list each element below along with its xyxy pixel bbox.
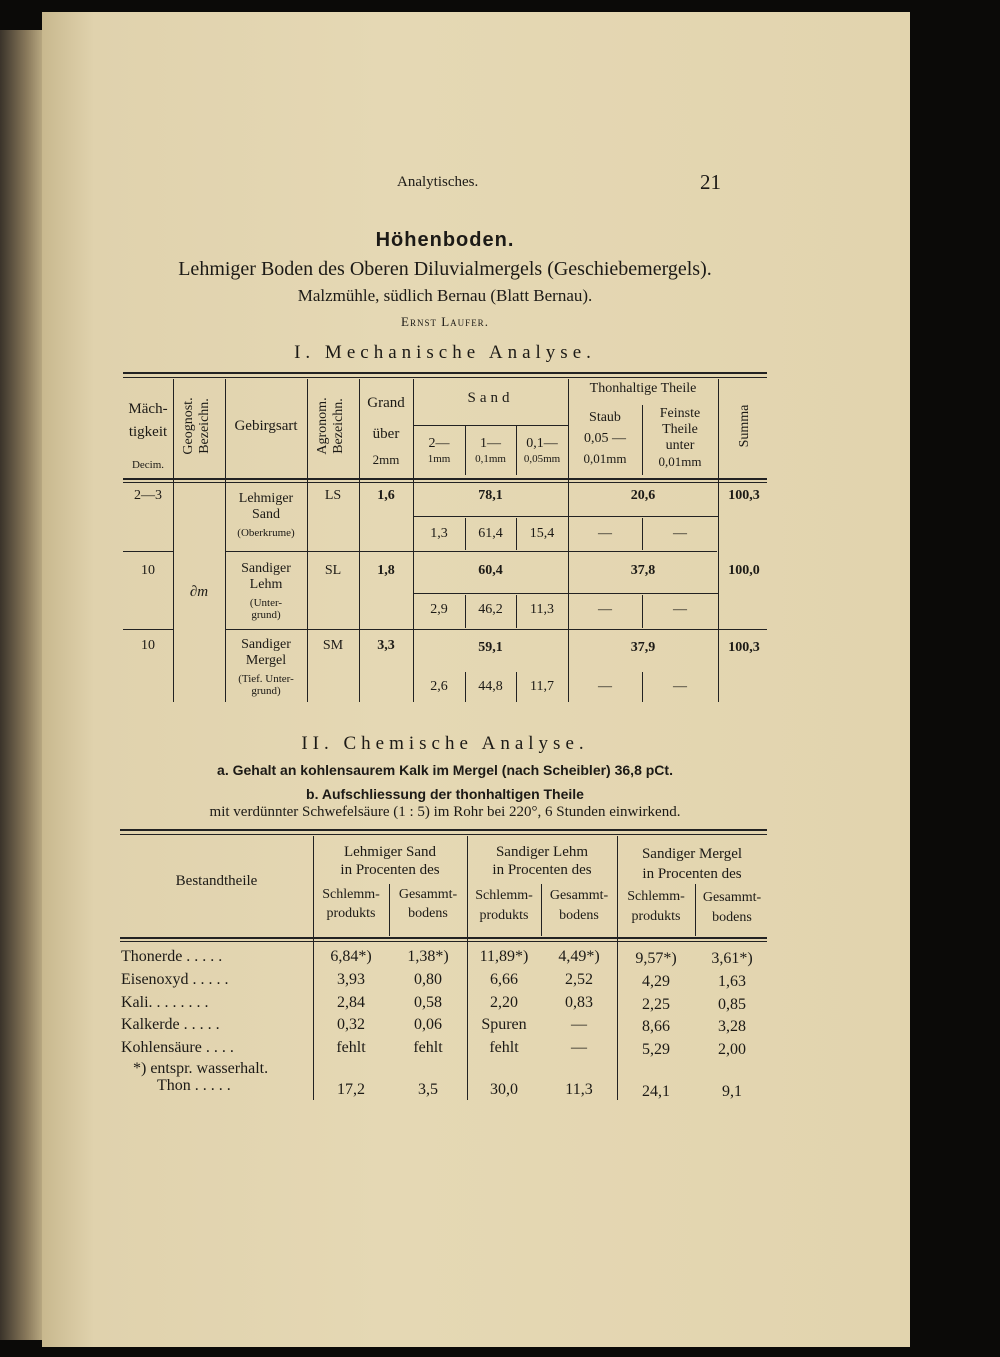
group3-subtitle: in Procenten des xyxy=(642,866,742,882)
sub-schlemm-1: Schlemm- xyxy=(322,887,380,902)
chem-cell: 9,57*) xyxy=(635,950,677,967)
line-a: a. Gehalt an kohlensaurem Kalk im Mergel (nach Scheibler) 36,8 pCt. xyxy=(217,762,673,778)
row1-summa: 100,3 xyxy=(728,488,760,503)
thon-footnote-label: *) entspr. wasserhalt. xyxy=(133,1060,269,1077)
page-number: 21 xyxy=(700,170,721,194)
chem-cell: 4,29 xyxy=(642,973,670,990)
chem-cell: 2,52 xyxy=(565,971,593,988)
header-feinste-4: 0,01mm xyxy=(658,454,702,469)
row2-sand-3: 11,3 xyxy=(530,602,554,617)
group1-title: Lehmiger Sand xyxy=(343,844,437,860)
thon-cell: 3,5 xyxy=(418,1081,438,1098)
chem-cell: 5,29 xyxy=(642,1041,670,1058)
header-005mm: 0,05mm xyxy=(523,453,561,465)
row3-sand-1: 2,6 xyxy=(430,679,448,694)
chem-cell: 2,84 xyxy=(337,994,365,1011)
header-decim: Decim. xyxy=(131,459,165,471)
row1-sand-1: 1,3 xyxy=(430,526,448,541)
row3-rock-4: grund) xyxy=(251,685,281,697)
row1-rock-2: Sand xyxy=(252,507,280,522)
chem-cell: 0,80 xyxy=(414,971,442,988)
thon-cell: 30,0 xyxy=(490,1081,518,1098)
chem-cell: Spuren xyxy=(481,1016,527,1033)
row1-depth: 2—3 xyxy=(134,488,162,503)
header-grand: Grand xyxy=(367,395,405,411)
row2-agronom: SL xyxy=(324,563,342,578)
sub-bodens-2: bodens xyxy=(559,908,599,923)
header-feinste-3: unter xyxy=(665,438,695,453)
header-geognost: Geognost. xyxy=(181,397,196,455)
thon-cell: 11,3 xyxy=(565,1081,593,1098)
row2-rock-1: Sandiger xyxy=(241,561,291,576)
header-agronom-2: Bezeichn. xyxy=(331,398,346,454)
header-staub-2: 0,05 — xyxy=(584,431,626,446)
header-gebirgsart: Gebirgsart xyxy=(234,418,298,434)
row1-staub: — xyxy=(598,526,612,541)
row2-rock-4: grund) xyxy=(251,609,281,621)
row1-feinste: — xyxy=(673,526,687,541)
group2-title: Sandiger Lehm xyxy=(495,844,589,860)
chem-cell: 4,49*) xyxy=(558,948,600,965)
header-thonhaltige-theile: Thonhaltige Theile xyxy=(589,381,697,396)
thon-cell: 9,1 xyxy=(722,1083,742,1100)
row1-agronom: LS xyxy=(324,488,342,503)
chem-cell: 8,66 xyxy=(642,1018,670,1035)
subtitle: Lehmiger Boden des Oberen Diluvialmergels (Geschiebemergels). xyxy=(178,258,712,280)
chem-cell: 2,25 xyxy=(642,996,670,1013)
row3-sand-2: 44,8 xyxy=(478,679,503,694)
group2-subtitle: in Procenten des xyxy=(492,862,592,878)
header-sand-01-005: 0,1— xyxy=(526,436,558,451)
chem-cell: 0,83 xyxy=(565,994,593,1011)
row2-rock-3: (Unter- xyxy=(249,597,283,609)
header-bestandtheile: Bestandtheile xyxy=(175,873,258,889)
page-heading: Höhenboden. xyxy=(375,229,515,251)
thon-cell: 17,2 xyxy=(337,1081,365,1098)
header-staub-3: 0,01mm xyxy=(583,451,627,466)
chem-row-label: Kohlensäure . . . . xyxy=(121,1039,234,1056)
chem-cell: 0,32 xyxy=(337,1016,365,1033)
row2-grand: 1,8 xyxy=(377,563,395,578)
row2-rock-2: Lehm xyxy=(249,577,283,592)
group3-title: Sandiger Mergel xyxy=(641,846,743,862)
sub-produkts-2: produkts xyxy=(479,908,529,923)
row3-rock-2: Mergel xyxy=(245,653,287,668)
row3-grand: 3,3 xyxy=(377,638,395,653)
sub-produkts-3: produkts xyxy=(631,909,681,924)
header-staub: Staub xyxy=(589,410,621,425)
sub-produkts-1: produkts xyxy=(326,906,376,921)
chem-cell: 6,66 xyxy=(490,971,518,988)
chem-cell: 3,28 xyxy=(718,1018,746,1035)
row1-rock-1: Lehmiger xyxy=(238,491,294,506)
chem-row-label: Thonerde . . . . . xyxy=(121,948,223,965)
section-chemical-title: II. Chemische Analyse. xyxy=(301,733,589,754)
row3-rock-3: (Tief. Unter- xyxy=(238,673,294,685)
chem-cell: 3,61*) xyxy=(711,950,753,967)
header-1mm: 1mm xyxy=(427,453,451,465)
row1-thon-total: 20,6 xyxy=(630,488,656,503)
header-maechtigkeit-2: tigkeit xyxy=(128,424,168,440)
row3-feinste: — xyxy=(673,679,687,694)
chem-cell: 0,58 xyxy=(414,994,442,1011)
row3-thon-total: 37,9 xyxy=(630,640,656,655)
sub-schlemm-2: Schlemm- xyxy=(475,888,533,903)
group1-subtitle: in Procenten des xyxy=(340,862,440,878)
row3-sand-total: 59,1 xyxy=(478,640,503,655)
chem-row-label: Eisenoxyd . . . . . xyxy=(121,971,229,988)
chem-cell: 0,85 xyxy=(718,996,746,1013)
sub-gesammt-1: Gesammt- xyxy=(398,887,458,902)
header-01mm: 0,1mm xyxy=(475,453,506,465)
line-b-2: mit verdünnter Schwefelsäure (1 : 5) im Rohr bei 220°, 6 Stunden einwirkend. xyxy=(209,804,681,820)
row2-sand-total: 60,4 xyxy=(478,563,503,578)
chem-cell: 1,63 xyxy=(718,973,746,990)
row3-staub: — xyxy=(598,679,612,694)
line-b: b. Aufschliessung der thonhaltigen Theile xyxy=(306,786,584,802)
row1-sand-total: 78,1 xyxy=(478,488,503,503)
row1-sand-2: 61,4 xyxy=(478,526,503,541)
chem-cell: — xyxy=(571,1016,587,1033)
row3-rock-1: Sandiger xyxy=(241,637,291,652)
row3-depth: 10 xyxy=(141,638,155,653)
row1-grand: 1,6 xyxy=(377,488,395,503)
header-sand: Sand xyxy=(467,390,514,406)
row2-sand-1: 2,9 xyxy=(430,602,448,617)
author: Ernst Laufer. xyxy=(401,314,489,329)
row2-depth: 10 xyxy=(141,563,155,578)
row2-sand-2: 46,2 xyxy=(478,602,503,617)
chem-cell: 1,38*) xyxy=(407,948,449,965)
chem-cell: 3,93 xyxy=(337,971,365,988)
sub-gesammt-2: Gesammt- xyxy=(549,888,609,903)
thon-cell: 24,1 xyxy=(642,1083,670,1100)
header-maechtigkeit: Mäch- xyxy=(128,401,168,417)
header-feinste-2: Theile xyxy=(662,422,698,437)
row1-sand-3: 15,4 xyxy=(529,526,555,541)
chem-cell: fehlt xyxy=(336,1039,366,1056)
row2-feinste: — xyxy=(673,602,687,617)
row2-thon-total: 37,8 xyxy=(630,563,656,578)
geognost-symbol: ∂m xyxy=(189,584,209,600)
header-agronom: Agronom. xyxy=(315,397,330,455)
chem-cell: — xyxy=(571,1039,587,1056)
section-mechanical-title: I. Mechanische Analyse. xyxy=(294,342,596,363)
header-summa: Summa xyxy=(737,404,752,448)
sub-gesammt-3: Gesammt- xyxy=(702,890,762,905)
chem-row-label: Kali. . . . . . . . xyxy=(121,994,209,1011)
row2-staub: — xyxy=(598,602,612,617)
chem-cell: 2,00 xyxy=(718,1041,746,1058)
chem-cell: fehlt xyxy=(413,1039,443,1056)
sub-bodens-1: bodens xyxy=(408,906,448,921)
chem-cell: 6,84*) xyxy=(330,948,372,965)
header-sand-1-01: 1— xyxy=(480,436,501,451)
chem-cell: fehlt xyxy=(489,1039,519,1056)
row3-agronom: SM xyxy=(322,638,344,653)
row3-summa: 100,3 xyxy=(728,640,760,655)
row3-sand-3: 11,7 xyxy=(530,679,554,694)
sub-bodens-3: bodens xyxy=(712,910,752,925)
location: Malzmühle, südlich Bernau (Blatt Bernau). xyxy=(297,286,593,305)
running-head-title: Analytisches. xyxy=(397,174,479,190)
row1-rock-3: (Oberkrume) xyxy=(237,527,295,539)
chem-cell: 11,89*) xyxy=(479,948,529,965)
thon-row-label: Thon . . . . . xyxy=(157,1077,231,1094)
chem-cell: 0,06 xyxy=(414,1016,442,1033)
chem-cell: 2,20 xyxy=(490,994,518,1011)
header-ueber: über xyxy=(372,426,400,442)
header-2mm: 2mm xyxy=(372,452,400,467)
chem-row-label: Kalkerde . . . . . xyxy=(121,1016,220,1033)
sub-schlemm-3: Schlemm- xyxy=(627,889,685,904)
header-sand-2-1: 2— xyxy=(428,436,450,451)
header-geognost-2: Bezeichn. xyxy=(197,398,212,454)
header-feinste: Feinste xyxy=(659,406,701,421)
row2-summa: 100,0 xyxy=(728,563,760,578)
